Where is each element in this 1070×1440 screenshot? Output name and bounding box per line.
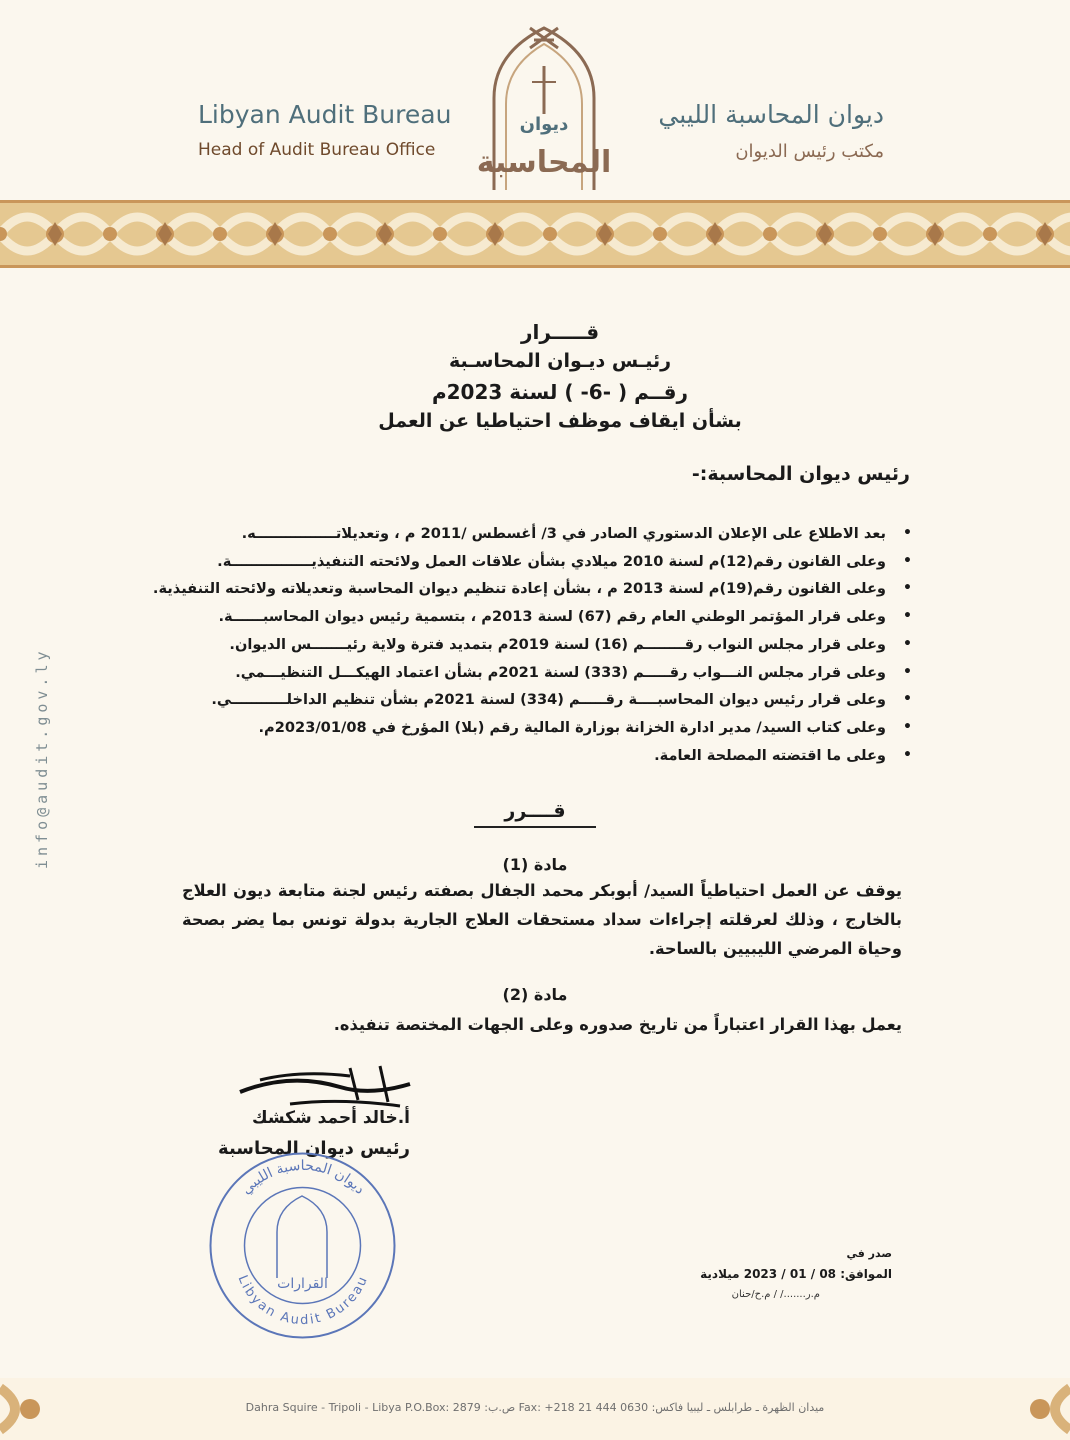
signer-name: أ.خالد أحمد شكشك xyxy=(252,1108,410,1128)
preamble-item: • وعلى القانون رقم(12)م لسنة 2010 ميلادي بشأن علاقات العمل ولائحته التنفيذيــــــــــــــــة. xyxy=(192,548,912,576)
signer-title: رئيس ديوان المحاسبة xyxy=(218,1138,410,1159)
preamble-list xyxy=(152,520,912,769)
article-2-body: يعمل بهذا القرار اعتباراً من تاريخ صدوره وعلى الجهات المختصة تنفيذه. xyxy=(333,1015,902,1034)
bureau-logo xyxy=(474,18,614,190)
article-1-title: مادة (1) xyxy=(502,855,568,874)
arabic-title: ديوان المحاسبة الليبي xyxy=(658,100,884,129)
english-subtitle: Head of Audit Bureau Office xyxy=(198,140,436,160)
article-2-title: مادة (2) xyxy=(502,985,568,1004)
document-heading: قـــــرار xyxy=(520,320,600,344)
stamp-center-text: القرارات xyxy=(277,1276,328,1292)
ornamental-band-top xyxy=(0,200,1070,268)
issue-date: الموافق: 08 / 01 / 2023 ميلادية xyxy=(700,1267,892,1281)
issued-label: صدر في xyxy=(846,1247,892,1260)
date-month: 01 xyxy=(789,1267,807,1281)
english-title: Libyan Audit Bureau xyxy=(198,100,452,129)
preamble-item: • وعلى قرار رئيس ديوان المحاسبــــة رقـــــم (334) لسنة 2021م بشأن تنظيم الداخلـــــــــــي. xyxy=(192,686,912,714)
article-1-body: يوقف عن العمل احتياطياً السيد/ أبوبكر محمد الجفال بصفته رئيس لجنة متابعة ديون العلاج بالخارج ، وذلك لعرقلته إجراءات سداد مستحقات العلاج الجارية بدولة تونس بما يضر بصحة وحياة المرضي الليبيين بالساحة. xyxy=(182,881,902,958)
date-day: 08 xyxy=(819,1267,837,1281)
date-year: 2023 xyxy=(743,1267,778,1281)
stamp-arabic-ring: ديوان المحاسبة الليبي xyxy=(238,1157,368,1198)
logo-text-bottom: المحاسبة xyxy=(476,145,612,180)
contact-email: info@audit.gov.ly xyxy=(33,647,51,869)
stamp-english-ring: Libyan Audit Bureau xyxy=(234,1273,372,1329)
issuer-title: رئيـس ديـوان المحاسـبة xyxy=(448,350,672,372)
official-stamp xyxy=(205,1148,400,1343)
decision-heading: قــــرر xyxy=(504,800,566,822)
date-suffix: ميلادية xyxy=(700,1267,740,1281)
decision-number: رقــم ( -6- ) لسنة 2023م xyxy=(431,380,689,404)
preamble-item: • وعلى قرار مجلس النواب رقــــــــم (16) لسنة 2019م بتمديد فترة ولاية رئيـــــــس الديوان. xyxy=(192,631,912,659)
arabic-subtitle: مكتب رئيس الديوان xyxy=(735,141,884,162)
preamble-item: • بعد الاطلاع على الإعلان الدستوري الصادر في 3/ أغسطس /2011 م ، وتعديلاتــــــــــــــــه. xyxy=(192,520,912,548)
preamble-item: • وعلى القانون رقم(19)م لسنة 2013 م ، بشأن إعادة تنظيم ديوان المحاسبة وتعديلاته ولائحته التنفيذية. xyxy=(192,575,912,603)
preamble-item: • وعلى قرار المؤتمر الوطني العام رقم (67) لسنة 2013م ، بتسمية رئيس ديوان المحاسبــــــة. xyxy=(192,603,912,631)
decision-subject: بشأن ايقاف موظف احتياطيا عن العمل xyxy=(378,410,742,432)
footer-contact: Dahra Squire - Tripoli - Libya P.O.Box: 2879 :ص.ب Fax: +218 21 444 0630 :ميدان الظهرة ـ طرابلس ـ ليبيا فاكس xyxy=(245,1401,825,1414)
preamble-item: • وعلى قرار مجلس النـــواب رقـــــم (333) لسنة 2021م بشأن اعتماد الهيكـــل التنظيـــمي. xyxy=(192,659,912,687)
preamble-item: • وعلى ما اقتضته المصلحة العامة. xyxy=(192,742,912,770)
preamble-item: • وعلى كتاب السيد/ مدير ادارة الخزانة بوزارة المالية رقم (بلا) المؤرخ في 2023/01/08م. xyxy=(192,714,912,742)
reference-line: م.ر......./ / م.ح/حنان xyxy=(731,1289,820,1300)
date-label: الموافق: xyxy=(840,1267,892,1281)
decision-underline xyxy=(474,826,596,828)
logo-text-top: ديوان xyxy=(519,114,569,135)
preamble-heading: رئيس ديوان المحاسبة:- xyxy=(691,463,910,485)
